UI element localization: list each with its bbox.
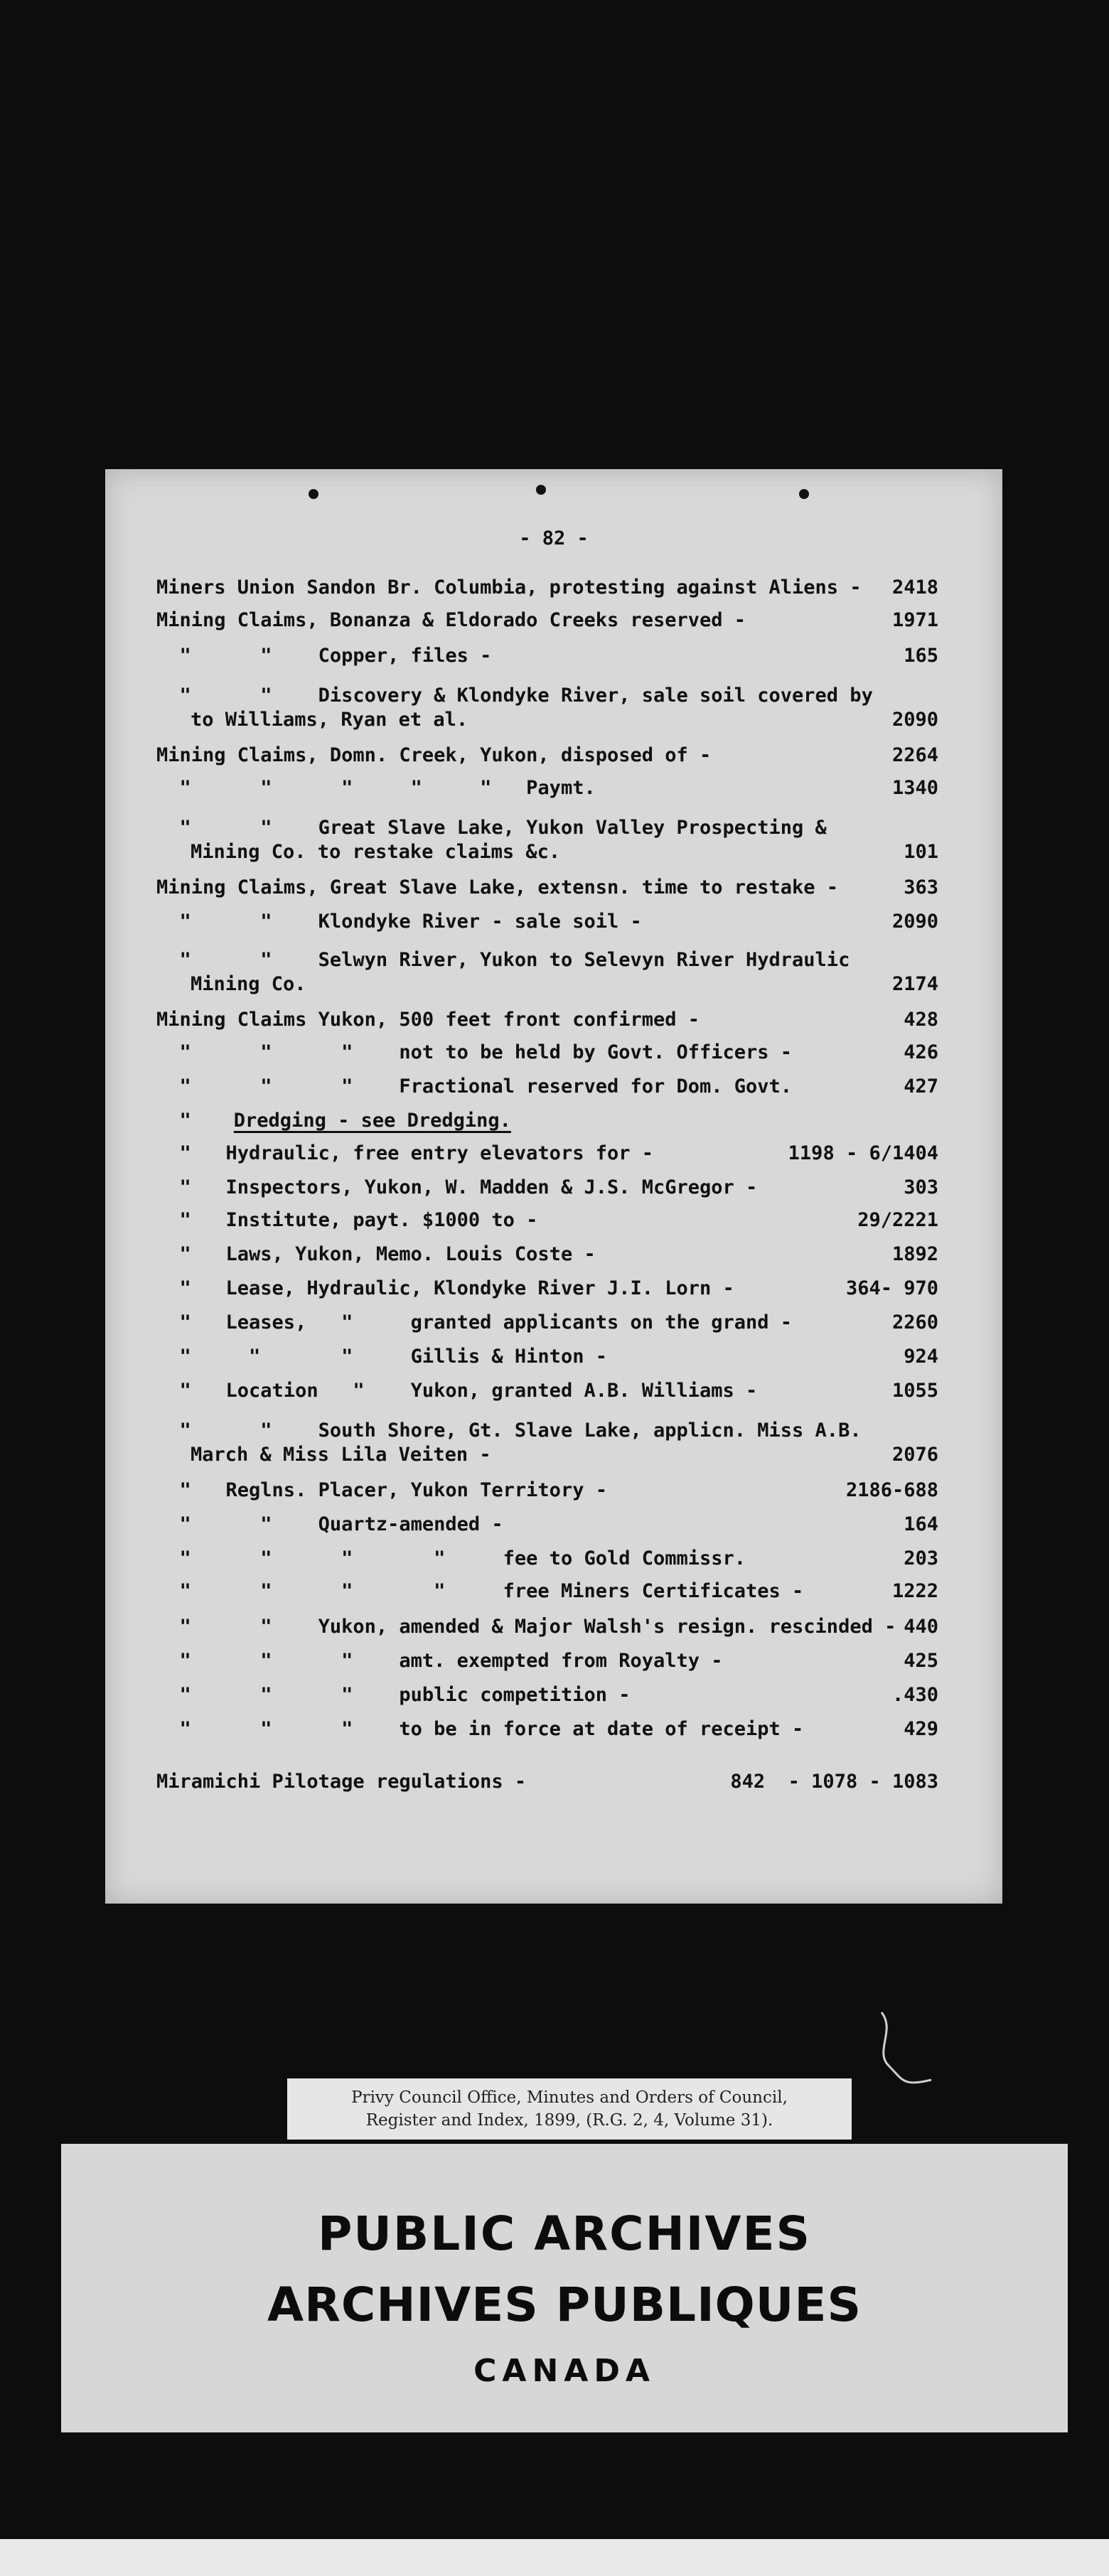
entry-reference-number: 203: [904, 1547, 938, 1569]
entry-reference-number: 2090: [891, 709, 938, 731]
stray-fiber: [874, 2009, 945, 2094]
entry-reference-number: 1340: [891, 777, 938, 799]
banner-line-1: PUBLIC ARCHIVES: [317, 2206, 812, 2261]
entry-text: [156, 1770, 526, 1794]
index-entry: [105, 776, 1002, 805]
index-entry: [105, 1311, 1002, 1339]
entry-text-main: " " " " " Paymt.: [156, 777, 596, 799]
entry-text-main: " " " amt. exempted from Royalty -: [156, 1650, 723, 1672]
entry-reference-number: 364- 970: [845, 1277, 938, 1299]
entry-text: [156, 1615, 896, 1639]
entry-text: [156, 1683, 630, 1707]
entry-text: [156, 608, 746, 633]
entry-text: [156, 1717, 803, 1742]
entry-text: [156, 1379, 757, 1403]
entry-reference-number: 429: [904, 1718, 938, 1740]
document-page: [105, 469, 1002, 1904]
page-number: - 82 -: [519, 527, 589, 549]
entry-text-continued: Mining Co. to restake claims &c.: [191, 841, 561, 863]
entry-text-main: " " " not to be held by Govt. Officers -: [156, 1041, 793, 1063]
index-entry: [105, 608, 1002, 637]
entry-text-main: " Location " Yukon, granted A.B. Williams -: [156, 1380, 758, 1402]
index-entry: [105, 1717, 1002, 1746]
entry-text: [156, 1075, 792, 1099]
index-entry: [105, 816, 1002, 863]
entry-text-main: " Inspectors, Yukon, W. Madden & J.S. McGregor -: [156, 1176, 758, 1198]
entry-text: [156, 816, 827, 840]
index-entry: [105, 744, 1002, 772]
index-entry: [105, 1513, 1002, 1541]
punch-hole: [536, 485, 546, 495]
index-entry: [105, 1683, 1002, 1712]
entry-text: [156, 684, 873, 708]
entry-text-main: " Laws, Yukon, Memo. Louis Coste -: [156, 1243, 596, 1265]
label-line-2: Register and Index, 1899, (R.G. 2, 4, Volume 31).: [365, 2111, 773, 2130]
entry-text-main: " Reglns. Placer, Yukon Territory -: [156, 1479, 607, 1501]
banner-line-3: CANADA: [473, 2353, 655, 2389]
entry-reference-number: 165: [904, 645, 938, 667]
entry-text: [156, 1345, 607, 1369]
index-entry: [105, 1615, 1002, 1643]
entry-text-main: " " Great Slave Lake, Yukon Valley Prospecting &: [156, 817, 827, 839]
entry-reference-number: .430: [891, 1684, 938, 1706]
index-entry: [105, 910, 1002, 938]
entry-text-main: " " Yukon, amended & Major Walsh's resign. rescinded -: [156, 1616, 896, 1638]
entry-text-continued: to Williams, Ryan et al.: [191, 709, 468, 731]
entry-reference-number: 842 - 1078 - 1083: [730, 1771, 938, 1793]
entry-text: [156, 1277, 734, 1301]
entry-reference-number: 1971: [891, 609, 938, 631]
index-entry: [105, 644, 1002, 672]
entry-text: [156, 1547, 746, 1571]
index-entry: [105, 1770, 1002, 1798]
entry-text: [156, 1649, 723, 1673]
index-entry: [105, 1419, 1002, 1466]
index-entry: [105, 948, 1002, 995]
entry-text: [156, 576, 862, 600]
entry-text: [156, 948, 850, 972]
entry-reference-number: 425: [904, 1650, 938, 1672]
entry-reference-number: 101: [904, 841, 938, 863]
archive-label-card: [287, 2078, 852, 2140]
entry-text-main: " " Klondyke River - sale soil -: [156, 911, 642, 933]
entry-reference-number: 303: [904, 1176, 938, 1198]
entry-text-main: " " " " fee to Gold Commissr.: [156, 1547, 746, 1569]
entry-reference-number: 2076: [891, 1444, 938, 1466]
entry-text: [156, 910, 642, 934]
entry-text-main: " " " to be in force at date of receipt -: [156, 1718, 804, 1740]
entry-reference-number: 2260: [891, 1311, 938, 1333]
entry-text-main: " Institute, payt. $1000 to -: [156, 1209, 538, 1231]
index-entry: [105, 1547, 1002, 1575]
entry-text-main: " " " Gillis & Hinton -: [156, 1346, 607, 1368]
entry-text-main: " " Discovery & Klondyke River, sale soil covered by: [156, 685, 873, 707]
punch-hole: [799, 489, 809, 499]
entry-reference-number: 2186-688: [845, 1479, 938, 1501]
entry-reference-number: 29/2221: [857, 1209, 938, 1231]
entry-text: [156, 1419, 862, 1443]
entry-text-main: " " Quartz-amended -: [156, 1513, 503, 1535]
entry-reference-number: 1892: [891, 1243, 938, 1265]
entry-text: [156, 1176, 757, 1200]
index-entry: [105, 1109, 1002, 1137]
index-entry: [105, 576, 1002, 604]
entry-text: [156, 1109, 511, 1133]
index-entry: [105, 876, 1002, 904]
index-entry: [105, 1176, 1002, 1204]
entry-reference-number: 1198 - 6/1404: [788, 1142, 938, 1164]
entry-text-continued: March & Miss Lila Veiten -: [191, 1444, 491, 1466]
banner-line-2: ARCHIVES PUBLIQUES: [267, 2277, 862, 2332]
entry-text: [156, 776, 596, 800]
index-entry: [105, 1379, 1002, 1407]
entry-reference-number: 2174: [891, 973, 938, 995]
entry-text-main: " " Selwyn River, Yukon to Selevyn River Hydraulic: [156, 949, 850, 971]
index-entry: [105, 1649, 1002, 1678]
entry-text-main: " Lease, Hydraulic, Klondyke River J.I. Lorn -: [156, 1277, 734, 1299]
entry-text: [156, 1513, 503, 1537]
entry-text-main: " " South Shore, Gt. Slave Lake, applicn. Miss A.B.: [156, 1420, 862, 1442]
entry-underlined-text: Dredging - see Dredging.: [233, 1110, 511, 1132]
index-entry: [105, 1277, 1002, 1305]
entry-text-main: Mining Claims, Bonanza & Eldorado Creeks reserved -: [156, 609, 746, 631]
entry-text: [156, 1579, 803, 1604]
index-entry: [105, 1478, 1002, 1507]
entry-text-main: Miramichi Pilotage regulations -: [156, 1771, 527, 1793]
entry-reference-number: 363: [904, 876, 938, 898]
entry-reference-number: 427: [904, 1075, 938, 1098]
entry-text: [156, 1478, 607, 1503]
entry-text-main: Mining Claims, Domn. Creek, Yukon, disposed of -: [156, 744, 712, 766]
index-entry: [105, 1579, 1002, 1608]
entry-reference-number: 1055: [891, 1380, 938, 1402]
entry-text-main: " " " " free Miners Certificates -: [156, 1580, 804, 1602]
entry-text: [156, 744, 711, 768]
entry-reference-number: 428: [904, 1009, 938, 1031]
entry-reference-number: 2418: [891, 576, 938, 599]
index-entry: [105, 1041, 1002, 1069]
public-archives-banner: [61, 2144, 1068, 2432]
entry-text-main: Mining Claims, Great Slave Lake, extensn. time to restake -: [156, 876, 839, 898]
entry-text: [156, 1008, 700, 1032]
index-entry: [105, 1345, 1002, 1373]
entry-reference-number: 2264: [891, 744, 938, 766]
label-line-1: Privy Council Office, Minutes and Orders of Council,: [351, 2088, 788, 2107]
entry-text: [156, 1142, 653, 1166]
entry-text-main: " " " public competition -: [156, 1684, 631, 1706]
entry-reference-number: 2090: [891, 911, 938, 933]
entry-text-continued: Mining Co.: [191, 973, 306, 995]
scan-bottom-margin: [0, 2539, 1109, 2576]
entry-text: [156, 876, 838, 900]
entry-text: [156, 1041, 792, 1065]
entry-text-main: ": [156, 1110, 191, 1132]
entry-text-main: " " " Fractional reserved for Dom. Govt.: [156, 1075, 793, 1098]
entry-text: [156, 1311, 792, 1335]
index-entry: [105, 1208, 1002, 1237]
index-entry: [105, 1243, 1002, 1271]
entry-text-main: Miners Union Sandon Br. Columbia, protesting against Aliens -: [156, 576, 862, 599]
entry-text-main: Mining Claims Yukon, 500 feet front confirmed -: [156, 1009, 700, 1031]
index-entry: [105, 1142, 1002, 1170]
entry-reference-number: 164: [904, 1513, 938, 1535]
entry-text-main: " " Copper, files -: [156, 645, 492, 667]
index-entry: [105, 1008, 1002, 1036]
index-entry: [105, 684, 1002, 731]
entry-reference-number: 440: [904, 1616, 938, 1638]
entry-text: [156, 1208, 537, 1233]
entry-reference-number: 426: [904, 1041, 938, 1063]
entry-text-main: " Leases, " granted applicants on the grand -: [156, 1311, 793, 1333]
entry-text-main: " Hydraulic, free entry elevators for -: [156, 1142, 653, 1164]
punch-hole: [309, 489, 318, 499]
entry-reference-number: 1222: [891, 1580, 938, 1602]
index-entry: [105, 1075, 1002, 1103]
entry-reference-number: 924: [904, 1346, 938, 1368]
entry-text: [156, 644, 491, 668]
entry-text: [156, 1243, 596, 1267]
